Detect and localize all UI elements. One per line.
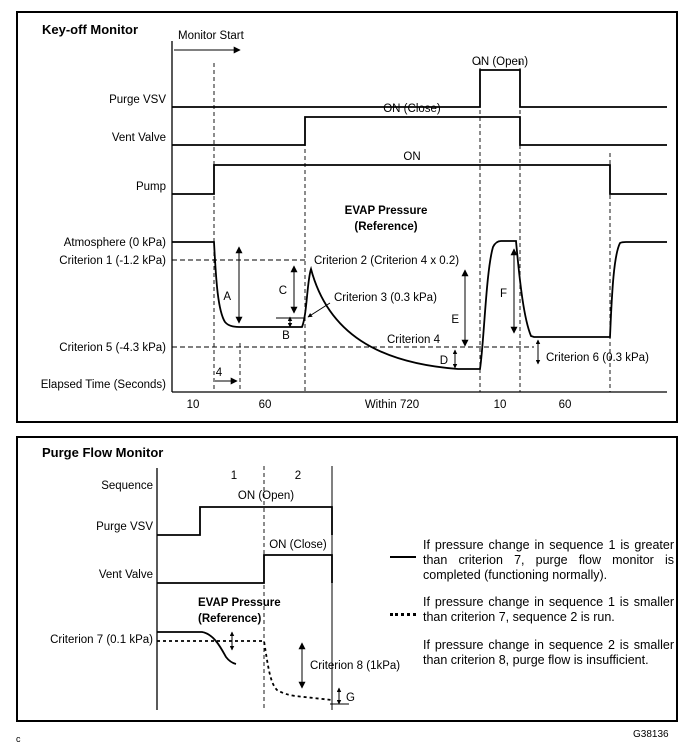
sequence-label: Sequence	[101, 480, 153, 492]
marker-d-label: D	[439, 355, 448, 367]
purge-vsv-state-label: ON (Open)	[471, 56, 529, 68]
dotted-line-key-icon	[390, 613, 416, 616]
criterion-3-pointer-arrow	[308, 303, 330, 317]
legend-text-solid: If pressure change in sequence 1 is greater than criterion 7, purge flow monitor is completed (functioning normally).	[423, 538, 674, 582]
legend	[390, 538, 674, 667]
purge-vsv-state-label: ON (Open)	[237, 490, 295, 502]
criterion-1-label: Criterion 1 (-1.2 kPa)	[59, 255, 166, 267]
purge-vsv-waveform	[172, 70, 667, 107]
criterion-2-label: Criterion 2 (Criterion 4 x 0.2)	[314, 255, 460, 267]
purge-vsv-label: Purge VSV	[109, 94, 166, 106]
vent-valve-waveform	[172, 117, 667, 145]
marker-f-label: F	[499, 288, 507, 300]
atmosphere-label: Atmosphere (0 kPa)	[63, 237, 166, 249]
time-10-second-label: 10	[493, 399, 507, 411]
evap-pressure-title-line1: EVAP Pressure	[198, 597, 281, 609]
vent-valve-label: Vent Valve	[111, 132, 166, 144]
vent-valve-state-label: ON (Close)	[269, 539, 327, 551]
criterion-8-label: Criterion 8 (1kPa)	[310, 660, 401, 672]
legend-text-plain: If pressure change in sequence 2 is smaller than criterion 8, purge flow is insufficient.	[423, 637, 674, 667]
marker-b-label: B	[282, 330, 290, 342]
criterion-3-label: Criterion 3 (0.3 kPa)	[334, 292, 437, 304]
purge-vsv-label: Purge VSV	[96, 521, 153, 533]
legend-item-dotted	[390, 595, 674, 625]
solid-line-key-icon	[390, 556, 416, 558]
criterion-4-label: Criterion 4	[387, 334, 441, 346]
marker-c-label: C	[278, 285, 287, 297]
keyoff-monitor-panel	[16, 11, 678, 423]
marker-a-label: A	[223, 291, 231, 303]
pump-label: Pump	[135, 181, 166, 193]
purge-flow-title: Purge Flow Monitor	[42, 445, 164, 460]
time-10-first-label: 10	[186, 399, 200, 411]
criterion-5-label: Criterion 5 (-4.3 kPa)	[59, 342, 166, 354]
time-60-second-label: 60	[558, 399, 572, 411]
pump-waveform	[172, 165, 667, 194]
vent-valve-waveform	[157, 555, 332, 583]
keyoff-monitor-diagram	[18, 13, 676, 421]
elapsed-time-label: Elapsed Time (Seconds)	[40, 379, 166, 391]
purge-flow-monitor-panel	[16, 436, 678, 722]
evap-pressure-title-line2: (Reference)	[354, 221, 418, 233]
monitor-start-label: Monitor Start	[178, 30, 244, 42]
criterion-7-label: Criterion 7 (0.1 kPa)	[50, 634, 153, 646]
sequence-2-number: 2	[294, 470, 302, 482]
marker-g-label: G	[346, 692, 355, 704]
marker-e-label: E	[451, 314, 459, 326]
pump-state-label: ON	[403, 151, 421, 163]
legend-item-solid	[390, 538, 674, 582]
sequence-1-number: 1	[230, 470, 238, 482]
criterion-6-label: Criterion 6 (0.3 kPa)	[546, 352, 649, 364]
pressure-trace-solid	[157, 632, 236, 664]
time-4-label: 4	[215, 367, 223, 379]
figure-code: G38136	[633, 729, 669, 740]
time-720-label: Within 720	[364, 399, 420, 411]
legend-text-dotted: If pressure change in sequence 1 is smaller than criterion 7, sequence 2 is run.	[423, 595, 674, 624]
corner-mark: c	[16, 734, 21, 744]
legend-item-plain	[390, 638, 674, 668]
evap-pressure-title-line1: EVAP Pressure	[344, 205, 428, 217]
vent-valve-label: Vent Valve	[98, 569, 153, 581]
purge-vsv-waveform	[157, 507, 332, 535]
keyoff-title: Key-off Monitor	[42, 22, 139, 37]
vent-valve-state-label: ON (Close)	[383, 103, 441, 115]
pressure-trace-dotted	[157, 641, 332, 700]
time-60-first-label: 60	[258, 399, 272, 411]
evap-pressure-title-line2: (Reference)	[198, 613, 262, 625]
